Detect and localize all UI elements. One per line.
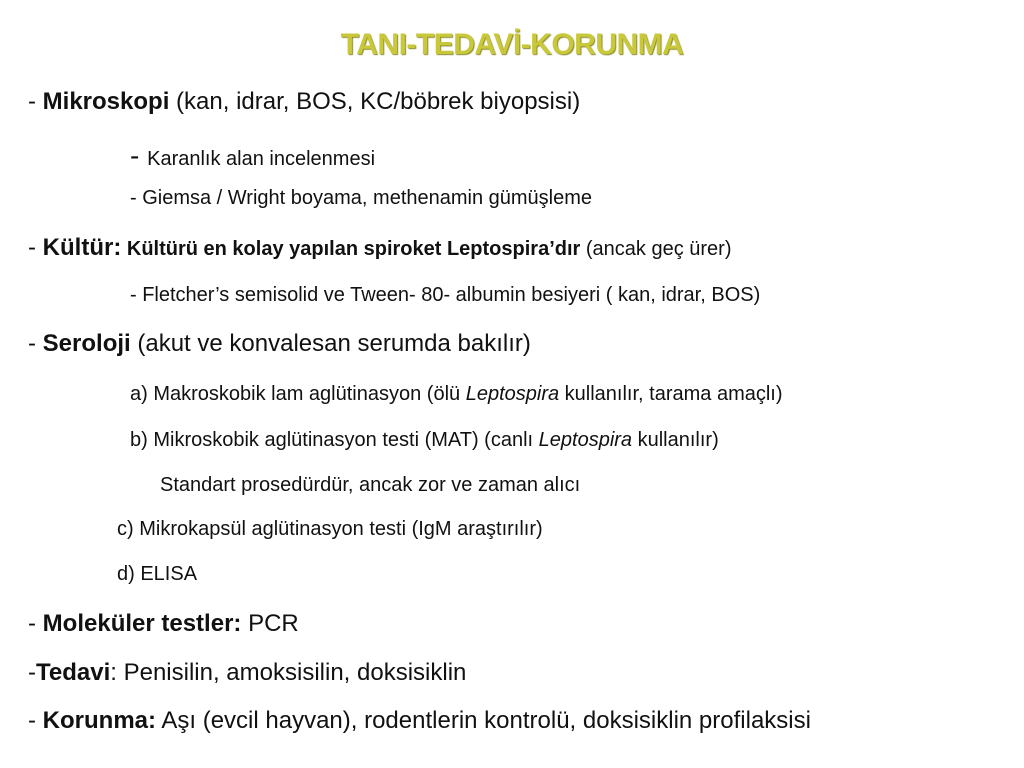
seroloji-item-b-note: Standart prosedürdür, ancak zor ve zaman alıcı: [160, 474, 581, 496]
item-a-text: a) Makroskobik lam aglütinasyon (ölü: [130, 383, 466, 405]
korunma-label: Korunma:: [42, 707, 157, 734]
bullet-dash: -: [130, 140, 148, 171]
item-b-text: b) Mikroskobik aglütinasyon testi (MAT) (canlı: [130, 429, 539, 451]
seroloji-item-a: [130, 383, 783, 406]
molekuler-label: Moleküler testler:: [42, 610, 242, 637]
seroloji-item-d: d) ELISA: [117, 563, 198, 585]
bullet-dash: -: [28, 330, 43, 357]
bullet-dash: -: [28, 707, 43, 734]
seroloji-item-c: c) Mikrokapsül aglütinasyon testi (IgM araştırılır): [117, 518, 543, 540]
kultur-sub1: - Fletcher’s semisolid ve Tween- 80- albumin besiyeri ( kan, idrar, BOS): [130, 284, 761, 306]
mikroskopi-text: (kan, idrar, BOS, KC/böbrek biyopsisi): [169, 88, 581, 115]
tedavi-line: [28, 659, 466, 687]
kultur-label: Kültür:: [42, 234, 122, 261]
kultur-text: (ancak geç ürer): [580, 238, 732, 260]
bullet-dash: -: [28, 659, 36, 686]
tedavi-label: Tedavi: [36, 659, 111, 686]
mikroskopi-sub2: - Giemsa / Wright boyama, methenamin gümüşleme: [130, 187, 593, 209]
molekuler-text: PCR: [241, 610, 299, 637]
molekuler-line: [28, 610, 299, 638]
bullet-dash: -: [28, 88, 43, 115]
mikroskopi-sub1-text: Karanlık alan incelenmesi: [147, 148, 376, 170]
mikroskopi-line: [28, 88, 580, 116]
bullet-dash: -: [28, 234, 43, 261]
mikroskopi-sub1: [130, 140, 375, 172]
slide-title: TANI-TEDAVİ-KORUNMA: [340, 28, 684, 61]
item-b-italic: Leptospira: [538, 429, 633, 451]
tedavi-text: : Penisilin, amoksisilin, doksisiklin: [110, 659, 467, 686]
seroloji-item-b: [130, 429, 719, 452]
mikroskopi-label: Mikroskopi: [42, 88, 170, 115]
kultur-line: [28, 234, 731, 262]
seroloji-text: (akut ve konvalesan serumda bakılır): [130, 330, 531, 357]
korunma-text: Aşı (evcil hayvan), rodentlerin kontrolü, doksisiklin profilaksisi: [156, 707, 811, 734]
item-a-text-end: kullanılır, tarama amaçlı): [559, 383, 783, 405]
seroloji-line: [28, 330, 531, 358]
bullet-dash: -: [28, 610, 43, 637]
korunma-line: [28, 707, 811, 735]
item-b-text-end: kullanılır): [632, 429, 719, 451]
item-a-italic: Leptospira: [465, 383, 560, 405]
seroloji-label: Seroloji: [42, 330, 131, 357]
kultur-bold-text: Kültürü en kolay yapılan spiroket Leptospira’dır: [121, 238, 581, 260]
